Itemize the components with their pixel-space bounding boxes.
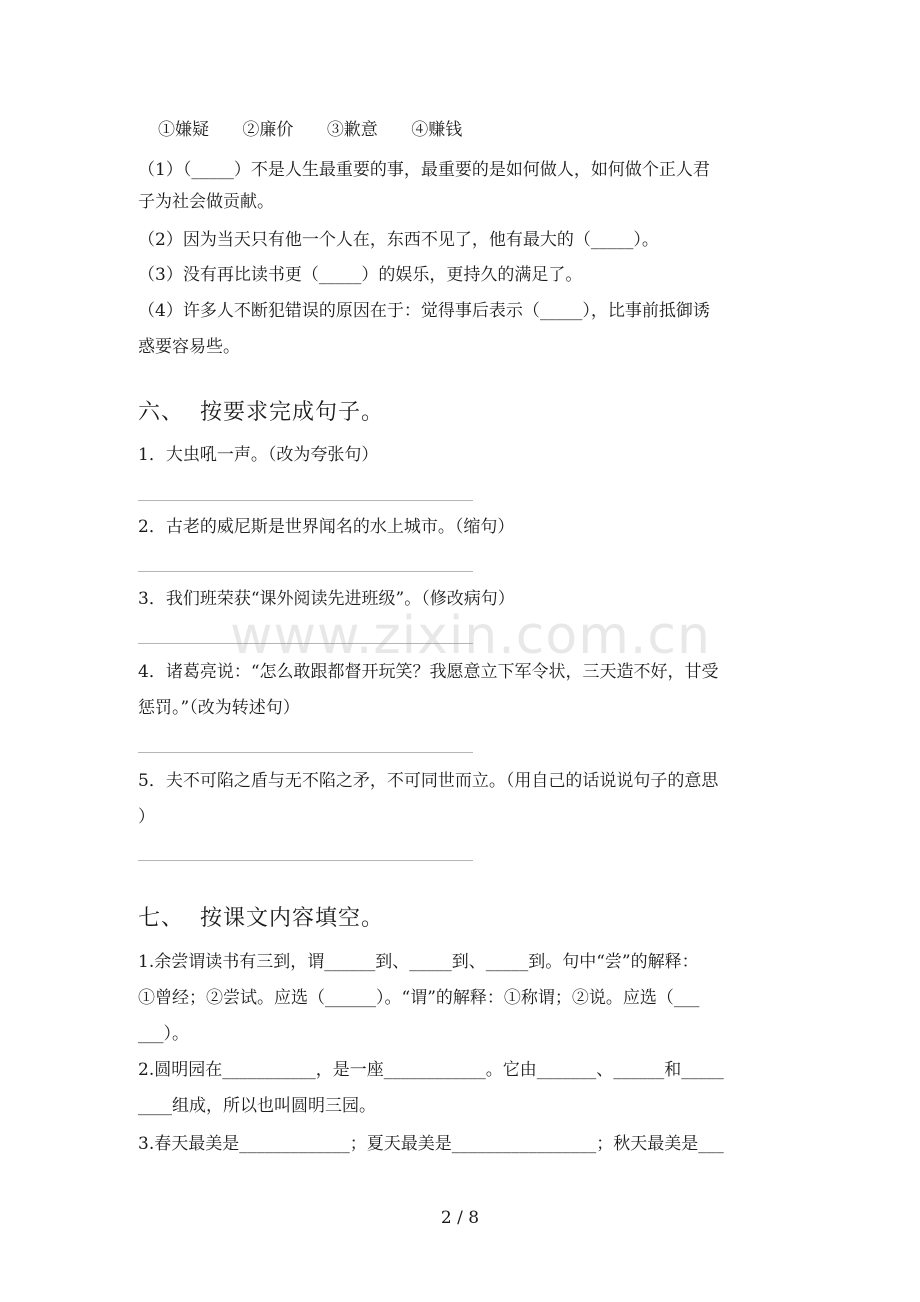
fill-item-2: （2）因为当天只有他一个人在，东西不见了，他有最大的（_____）。 [138, 230, 659, 250]
sentence-item-4-cont: 惩罚。”（改为转述句） [138, 698, 300, 718]
section-6-number: 六、 [138, 400, 185, 425]
sentence-item-4: 4．诸葛亮说：“怎么敢跟都督开玩笑？我愿意立下军令状，三天造不好，甘受 [138, 662, 719, 682]
sentence-item-3: 3．我们班荣获“课外阅读先进班级”。（修改病句） [138, 589, 515, 609]
sentence-item-5: 5．夫不可陷之盾与无不陷之矛，不可同世而立。（用自己的话说说句子的意思 [138, 771, 719, 791]
recall-item-1: 1.余尝谓读书有三到，谓______到、_____到、_____到。句中“尝”的解释： [138, 952, 699, 972]
answer-line-4[interactable] [138, 752, 473, 753]
recall-item-2: 2.圆明园在___________，是一座____________。它由_______、______和_____ [138, 1060, 724, 1080]
option-1: ①嫌疑 [158, 120, 209, 140]
fill-item-4: （4）许多人不断犯错误的原因在于：觉得事后表示（_____），比事前抵御诱 [138, 301, 710, 321]
fill-item-1-cont: 子为社会做贡献。 [138, 192, 274, 212]
sentence-item-2: 2．古老的威尼斯是世界闻名的水上城市。（缩句） [138, 517, 515, 537]
watermark: www.zixin.com.cn [230, 606, 711, 666]
answer-line-5[interactable] [138, 860, 473, 861]
fill-item-1: （1）（_____）不是人生最重要的事，最重要的是如何做人，如何做个正人君 [138, 160, 710, 180]
section-7-number: 七、 [138, 906, 185, 931]
section-6-heading [138, 399, 788, 427]
fill-item-4-cont: 惑要容易些。 [138, 337, 240, 357]
option-4: ④赚钱 [411, 120, 463, 140]
answer-line-1[interactable] [138, 500, 473, 501]
section-7-heading [138, 905, 788, 933]
sentence-item-5-cont: ） [138, 807, 155, 827]
section-6-title: 按要求完成句子。 [200, 400, 385, 425]
recall-item-2-cont: ____组成，所以也叫圆明三园。 [138, 1096, 376, 1116]
answer-line-2[interactable] [138, 571, 473, 572]
option-list [158, 119, 808, 141]
option-2: ②廉价 [242, 120, 294, 140]
option-3: ③歉意 [326, 120, 378, 140]
fill-item-3: （3）没有再比读书更（_____）的娱乐，更持久的满足了。 [138, 265, 583, 285]
sentence-item-1: 1．大虫吼一声。（改为夸张句） [138, 445, 379, 465]
recall-item-1-cont: ①曾经；②尝试。应选（______）。“谓”的解释：①称谓；②说。应选（___ [138, 988, 700, 1008]
page-number: 2 / 8 [440, 1208, 480, 1228]
section-7-title: 按课文内容填空。 [200, 906, 385, 931]
recall-item-3: 3.春天最美是_____________；夏天最美是_________________；秋天最美是___ [138, 1134, 724, 1154]
recall-item-1-end: ___）。 [138, 1024, 189, 1044]
